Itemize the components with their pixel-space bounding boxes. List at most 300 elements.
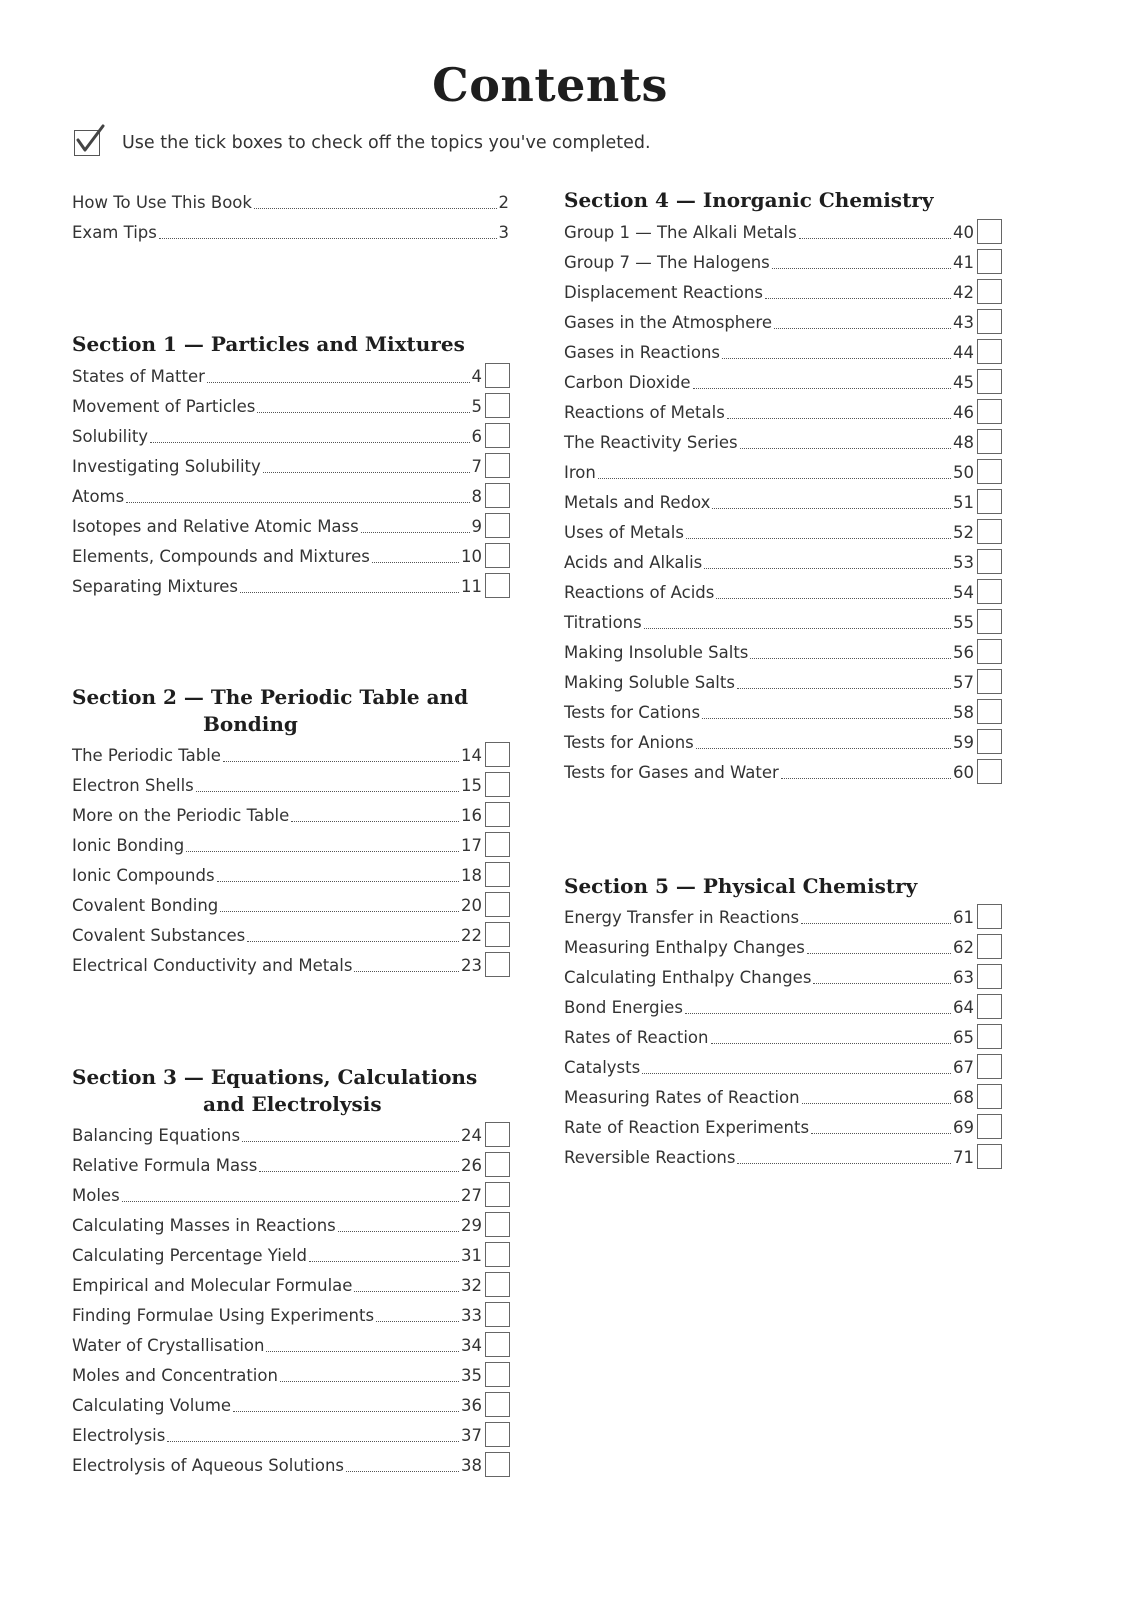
list-item — [564, 367, 1012, 397]
toc-entry[interactable] — [72, 1120, 482, 1150]
entry-label: Electron Shells — [72, 775, 194, 795]
tick-box[interactable] — [485, 1392, 510, 1417]
section-1-list — [72, 361, 520, 601]
list-item — [72, 187, 520, 217]
list-item — [72, 1330, 520, 1360]
entry-label: Acids and Alkalis — [564, 552, 703, 572]
toc-entry[interactable] — [564, 1142, 974, 1172]
toc-entry[interactable] — [72, 391, 482, 421]
entry-label: Tests for Cations — [564, 702, 701, 722]
entry-label: Calculating Masses in Reactions — [72, 1215, 336, 1235]
toc-entry[interactable] — [564, 1022, 974, 1052]
entry-page: 71 — [953, 1147, 974, 1167]
tick-box[interactable] — [485, 573, 510, 598]
dot-leader — [247, 941, 459, 942]
toc-entry[interactable] — [564, 727, 974, 757]
toc-entry[interactable] — [72, 1420, 482, 1450]
toc-entry[interactable] — [564, 397, 974, 427]
list-item — [72, 1120, 520, 1150]
dot-leader — [223, 761, 459, 762]
toc-entry[interactable] — [72, 217, 509, 247]
toc-entry[interactable] — [72, 1210, 482, 1240]
tick-box[interactable] — [485, 742, 510, 767]
tick-box[interactable] — [977, 759, 1002, 784]
entry-page: 53 — [953, 552, 974, 572]
entry-page: 48 — [953, 432, 974, 452]
tick-box[interactable] — [977, 729, 1002, 754]
tick-box[interactable] — [977, 519, 1002, 544]
entry-label: Rates of Reaction — [564, 1027, 709, 1047]
entry-label: Rate of Reaction Experiments — [564, 1117, 810, 1137]
list-item — [72, 217, 520, 247]
tick-box[interactable] — [485, 1422, 510, 1447]
entry-page: 43 — [953, 312, 974, 332]
list-item — [564, 607, 1012, 637]
tick-box[interactable] — [485, 453, 510, 478]
list-item — [72, 541, 520, 571]
list-item — [564, 1142, 1012, 1172]
toc-entry[interactable] — [72, 1150, 482, 1180]
entry-label: Separating Mixtures — [72, 576, 239, 596]
entry-page: 62 — [953, 937, 974, 957]
toc-entry[interactable] — [564, 1052, 974, 1082]
entry-label: Metals and Redox — [564, 492, 711, 512]
toc-entry[interactable] — [72, 1360, 482, 1390]
tick-box[interactable] — [485, 1122, 510, 1147]
entry-label: Elements, Compounds and Mixtures — [72, 546, 370, 566]
toc-entry[interactable] — [72, 920, 482, 950]
entry-label: How To Use This Book — [72, 192, 252, 212]
list-item — [72, 770, 520, 800]
entry-page: 5 — [471, 396, 482, 416]
entry-label: Group 7 — The Halogens — [564, 252, 770, 272]
entry-page: 9 — [471, 516, 482, 536]
dot-leader — [207, 382, 470, 383]
section-heading — [72, 684, 468, 738]
entry-page: 52 — [953, 522, 974, 542]
checkmark-icon — [73, 123, 107, 157]
toc-entry[interactable] — [564, 457, 974, 487]
entry-page: 2 — [498, 192, 509, 212]
entry-page: 57 — [953, 672, 974, 692]
dot-leader — [781, 778, 951, 779]
dot-leader — [354, 971, 459, 972]
dot-leader — [802, 1103, 951, 1104]
list-item — [564, 992, 1012, 1022]
list-item — [564, 247, 1012, 277]
list-item — [564, 457, 1012, 487]
entry-page: 11 — [461, 576, 482, 596]
tick-box[interactable] — [485, 1182, 510, 1207]
tick-box[interactable] — [977, 934, 1002, 959]
tick-box[interactable] — [485, 892, 510, 917]
entry-label: Energy Transfer in Reactions — [564, 907, 800, 927]
tick-box[interactable] — [485, 363, 510, 388]
dot-leader — [801, 923, 951, 924]
section-heading-line1: Section 4 — Inorganic Chemistry — [564, 188, 934, 212]
entry-page: 7 — [471, 456, 482, 476]
tick-box[interactable] — [977, 489, 1002, 514]
toc-entry[interactable] — [564, 427, 974, 457]
entry-page: 65 — [953, 1027, 974, 1047]
dot-leader — [737, 1163, 951, 1164]
entry-page: 27 — [461, 1185, 482, 1205]
tick-box[interactable] — [485, 802, 510, 827]
dot-leader — [716, 598, 951, 599]
tick-box[interactable] — [977, 309, 1002, 334]
dot-leader — [686, 538, 951, 539]
list-item — [72, 1150, 520, 1180]
entry-label: Tests for Gases and Water — [564, 762, 779, 782]
entry-label: Measuring Enthalpy Changes — [564, 937, 805, 957]
tick-box[interactable] — [977, 279, 1002, 304]
dot-leader — [346, 1471, 459, 1472]
tick-box[interactable] — [485, 1152, 510, 1177]
tick-box[interactable] — [977, 549, 1002, 574]
dot-leader — [186, 851, 459, 852]
tick-box[interactable] — [485, 393, 510, 418]
section-heading-line2: Bonding — [203, 712, 298, 736]
list-item — [564, 902, 1012, 932]
entry-page: 50 — [953, 462, 974, 482]
dot-leader — [727, 418, 951, 419]
entry-label: Uses of Metals — [564, 522, 684, 542]
tick-box[interactable] — [485, 832, 510, 857]
list-item — [72, 920, 520, 950]
entry-label: Reactions of Acids — [564, 582, 715, 602]
entry-page: 37 — [461, 1425, 482, 1445]
list-item — [72, 571, 520, 601]
dot-leader — [696, 748, 951, 749]
toc-entry[interactable] — [564, 307, 974, 337]
tick-box[interactable] — [977, 964, 1002, 989]
toc-entry[interactable] — [72, 481, 482, 511]
tick-box[interactable] — [977, 399, 1002, 424]
entry-label: More on the Periodic Table — [72, 805, 290, 825]
section-heading-line1: Section 3 — Equations, Calculations — [72, 1065, 478, 1089]
list-item — [72, 481, 520, 511]
toc-entry[interactable] — [564, 932, 974, 962]
entry-page: 24 — [461, 1125, 482, 1145]
section-5-list — [564, 902, 1012, 1172]
instruction-text: Use the tick boxes to check off the topics you've completed. — [122, 133, 651, 153]
tick-box[interactable] — [977, 249, 1002, 274]
toc-entry[interactable] — [564, 337, 974, 367]
entry-page: 23 — [461, 955, 482, 975]
tick-box[interactable] — [485, 772, 510, 797]
tick-box[interactable] — [485, 513, 510, 538]
entry-label: Titrations — [564, 612, 642, 632]
toc-entry[interactable] — [564, 217, 974, 247]
entry-page: 10 — [461, 546, 482, 566]
dot-leader — [799, 238, 951, 239]
list-item — [72, 1180, 520, 1210]
list-item — [564, 727, 1012, 757]
entry-label: Iron — [564, 462, 596, 482]
entry-label: Relative Formula Mass — [72, 1155, 258, 1175]
dot-leader — [693, 388, 951, 389]
dot-leader — [704, 568, 951, 569]
intro-list — [72, 187, 520, 247]
tick-box[interactable] — [977, 669, 1002, 694]
list-item — [564, 932, 1012, 962]
entry-page: 55 — [953, 612, 974, 632]
dot-leader — [765, 298, 951, 299]
toc-entry[interactable] — [72, 830, 482, 860]
dot-leader — [702, 718, 951, 719]
section-heading-line1: Section 1 — Particles and Mixtures — [72, 332, 465, 356]
dot-leader — [196, 791, 459, 792]
tick-box[interactable] — [485, 543, 510, 568]
tick-box[interactable] — [485, 483, 510, 508]
tick-box[interactable] — [977, 994, 1002, 1019]
entry-label: Group 1 — The Alkali Metals — [564, 222, 797, 242]
toc-entry[interactable] — [72, 451, 482, 481]
entry-page: 31 — [461, 1245, 482, 1265]
list-item — [564, 667, 1012, 697]
entry-page: 41 — [953, 252, 974, 272]
list-item — [72, 740, 520, 770]
entry-page: 44 — [953, 342, 974, 362]
toc-entry[interactable] — [564, 902, 974, 932]
toc-entry[interactable] — [564, 607, 974, 637]
list-item — [72, 1270, 520, 1300]
toc-entry[interactable] — [72, 1180, 482, 1210]
tick-box[interactable] — [977, 579, 1002, 604]
list-item — [72, 1420, 520, 1450]
entry-label: Ionic Bonding — [72, 835, 185, 855]
toc-entry[interactable] — [72, 1240, 482, 1270]
entry-label: Atoms — [72, 486, 125, 506]
tick-box[interactable] — [977, 1084, 1002, 1109]
entry-label: Exam Tips — [72, 222, 157, 242]
section-heading — [564, 187, 933, 214]
toc-entry[interactable] — [72, 187, 509, 217]
entry-page: 32 — [461, 1275, 482, 1295]
dot-leader — [644, 628, 951, 629]
entry-label: Gases in Reactions — [564, 342, 721, 362]
toc-entry[interactable] — [564, 517, 974, 547]
entry-page: 33 — [461, 1305, 482, 1325]
dot-leader — [642, 1073, 951, 1074]
tick-box[interactable] — [485, 1242, 510, 1267]
list-item — [564, 277, 1012, 307]
section-4-list — [564, 217, 1012, 787]
tick-box[interactable] — [977, 429, 1002, 454]
list-item — [564, 577, 1012, 607]
entry-page: 58 — [953, 702, 974, 722]
entry-page: 45 — [953, 372, 974, 392]
dot-leader — [263, 472, 470, 473]
tick-box[interactable] — [485, 1452, 510, 1477]
toc-entry[interactable] — [72, 511, 482, 541]
instruction — [74, 127, 651, 159]
tick-box[interactable] — [977, 1024, 1002, 1049]
dot-leader — [598, 478, 951, 479]
entry-label: Electrical Conductivity and Metals — [72, 955, 353, 975]
dot-leader — [811, 1133, 951, 1134]
entry-label: Bond Energies — [564, 997, 683, 1017]
list-item — [564, 427, 1012, 457]
entry-page: 63 — [953, 967, 974, 987]
toc-entry[interactable] — [72, 1390, 482, 1420]
toc-entry[interactable] — [72, 860, 482, 890]
toc-entry[interactable] — [72, 1300, 482, 1330]
entry-page: 69 — [953, 1117, 974, 1137]
tick-box[interactable] — [977, 609, 1002, 634]
list-item — [72, 391, 520, 421]
tick-box[interactable] — [485, 1332, 510, 1357]
tick-box[interactable] — [977, 699, 1002, 724]
toc-entry[interactable] — [564, 577, 974, 607]
toc-entry[interactable] — [72, 800, 482, 830]
tick-box[interactable] — [485, 423, 510, 448]
dot-leader — [291, 821, 459, 822]
tick-box[interactable] — [977, 219, 1002, 244]
entry-page: 20 — [461, 895, 482, 915]
toc-entry[interactable] — [72, 770, 482, 800]
section-3-list — [72, 1120, 520, 1480]
entry-label: Electrolysis — [72, 1425, 166, 1445]
entry-page: 56 — [953, 642, 974, 662]
toc-entry[interactable] — [564, 1112, 974, 1142]
entry-page: 46 — [953, 402, 974, 422]
dot-leader — [354, 1291, 459, 1292]
list-item — [564, 1112, 1012, 1142]
dot-leader — [122, 1201, 459, 1202]
list-item — [564, 397, 1012, 427]
toc-entry[interactable] — [72, 361, 482, 391]
entry-label: Tests for Anions — [564, 732, 694, 752]
tick-box[interactable] — [977, 1144, 1002, 1169]
toc-entry[interactable] — [564, 1082, 974, 1112]
tick-box[interactable] — [977, 1054, 1002, 1079]
section-2-list — [72, 740, 520, 980]
tick-box[interactable] — [977, 339, 1002, 364]
list-item — [564, 307, 1012, 337]
entry-label: Covalent Bonding — [72, 895, 219, 915]
entry-page: 38 — [461, 1455, 482, 1475]
tick-box[interactable] — [485, 1302, 510, 1327]
entry-label: Making Soluble Salts — [564, 672, 735, 692]
list-item — [564, 547, 1012, 577]
toc-entry[interactable] — [564, 277, 974, 307]
dot-leader — [259, 1171, 459, 1172]
dot-leader — [376, 1321, 459, 1322]
list-item — [564, 1052, 1012, 1082]
toc-entry[interactable] — [72, 1270, 482, 1300]
tick-box[interactable] — [485, 862, 510, 887]
entry-label: Gases in the Atmosphere — [564, 312, 772, 332]
toc-entry[interactable] — [72, 571, 482, 601]
dot-leader — [220, 911, 459, 912]
entry-label: Measuring Rates of Reaction — [564, 1087, 800, 1107]
tick-box[interactable] — [485, 1212, 510, 1237]
entry-label: Making Insoluble Salts — [564, 642, 749, 662]
entry-label: Ionic Compounds — [72, 865, 215, 885]
toc-entry[interactable] — [564, 667, 974, 697]
list-item — [72, 1450, 520, 1480]
dot-leader — [217, 881, 459, 882]
entry-page: 35 — [461, 1365, 482, 1385]
list-item — [72, 950, 520, 980]
dot-leader — [266, 1351, 459, 1352]
list-item — [564, 637, 1012, 667]
entry-page: 29 — [461, 1215, 482, 1235]
dot-leader — [167, 1441, 459, 1442]
list-item — [72, 421, 520, 451]
toc-entry[interactable] — [564, 992, 974, 1022]
entry-label: Solubility — [72, 426, 149, 446]
dot-leader — [807, 953, 951, 954]
dot-leader — [338, 1231, 459, 1232]
dot-leader — [233, 1411, 459, 1412]
entry-page: 22 — [461, 925, 482, 945]
tick-box[interactable] — [485, 1362, 510, 1387]
tick-box[interactable] — [485, 952, 510, 977]
toc-entry[interactable] — [564, 637, 974, 667]
list-item — [72, 1300, 520, 1330]
entry-label: Movement of Particles — [72, 396, 256, 416]
toc-entry[interactable] — [72, 1330, 482, 1360]
entry-page: 8 — [471, 486, 482, 506]
toc-entry[interactable] — [564, 697, 974, 727]
tick-box[interactable] — [485, 922, 510, 947]
entry-label: Displacement Reactions — [564, 282, 763, 302]
toc-entry[interactable] — [564, 962, 974, 992]
tick-box[interactable] — [485, 1272, 510, 1297]
entry-page: 60 — [953, 762, 974, 782]
list-item — [564, 757, 1012, 787]
toc-entry[interactable] — [564, 367, 974, 397]
list-item — [72, 800, 520, 830]
toc-entry[interactable] — [72, 890, 482, 920]
dot-leader — [685, 1013, 951, 1014]
toc-entry[interactable] — [72, 740, 482, 770]
entry-label: Moles — [72, 1185, 120, 1205]
entry-label: Reactions of Metals — [564, 402, 725, 422]
toc-entry[interactable] — [564, 547, 974, 577]
toc-entry[interactable] — [72, 541, 482, 571]
dot-leader — [150, 442, 469, 443]
toc-entry[interactable] — [564, 247, 974, 277]
entry-page: 17 — [461, 835, 482, 855]
tick-box[interactable] — [977, 369, 1002, 394]
tick-box[interactable] — [977, 904, 1002, 929]
toc-entry[interactable] — [564, 487, 974, 517]
list-item — [72, 1360, 520, 1390]
toc-entry[interactable] — [564, 757, 974, 787]
toc-entry[interactable] — [72, 421, 482, 451]
entry-label: Calculating Percentage Yield — [72, 1245, 308, 1265]
entry-label: Finding Formulae Using Experiments — [72, 1305, 375, 1325]
entry-page: 61 — [953, 907, 974, 927]
entry-page: 42 — [953, 282, 974, 302]
toc-entry[interactable] — [72, 950, 482, 980]
entry-label: Investigating Solubility — [72, 456, 261, 476]
tick-box[interactable] — [977, 639, 1002, 664]
dot-leader — [750, 658, 951, 659]
list-item — [72, 1210, 520, 1240]
tick-box[interactable] — [977, 1114, 1002, 1139]
dot-leader — [280, 1381, 459, 1382]
list-item — [564, 1022, 1012, 1052]
entry-label: The Reactivity Series — [564, 432, 738, 452]
entry-page: 34 — [461, 1335, 482, 1355]
dot-leader — [126, 502, 469, 503]
toc-entry[interactable] — [72, 1450, 482, 1480]
tick-box[interactable] — [977, 459, 1002, 484]
